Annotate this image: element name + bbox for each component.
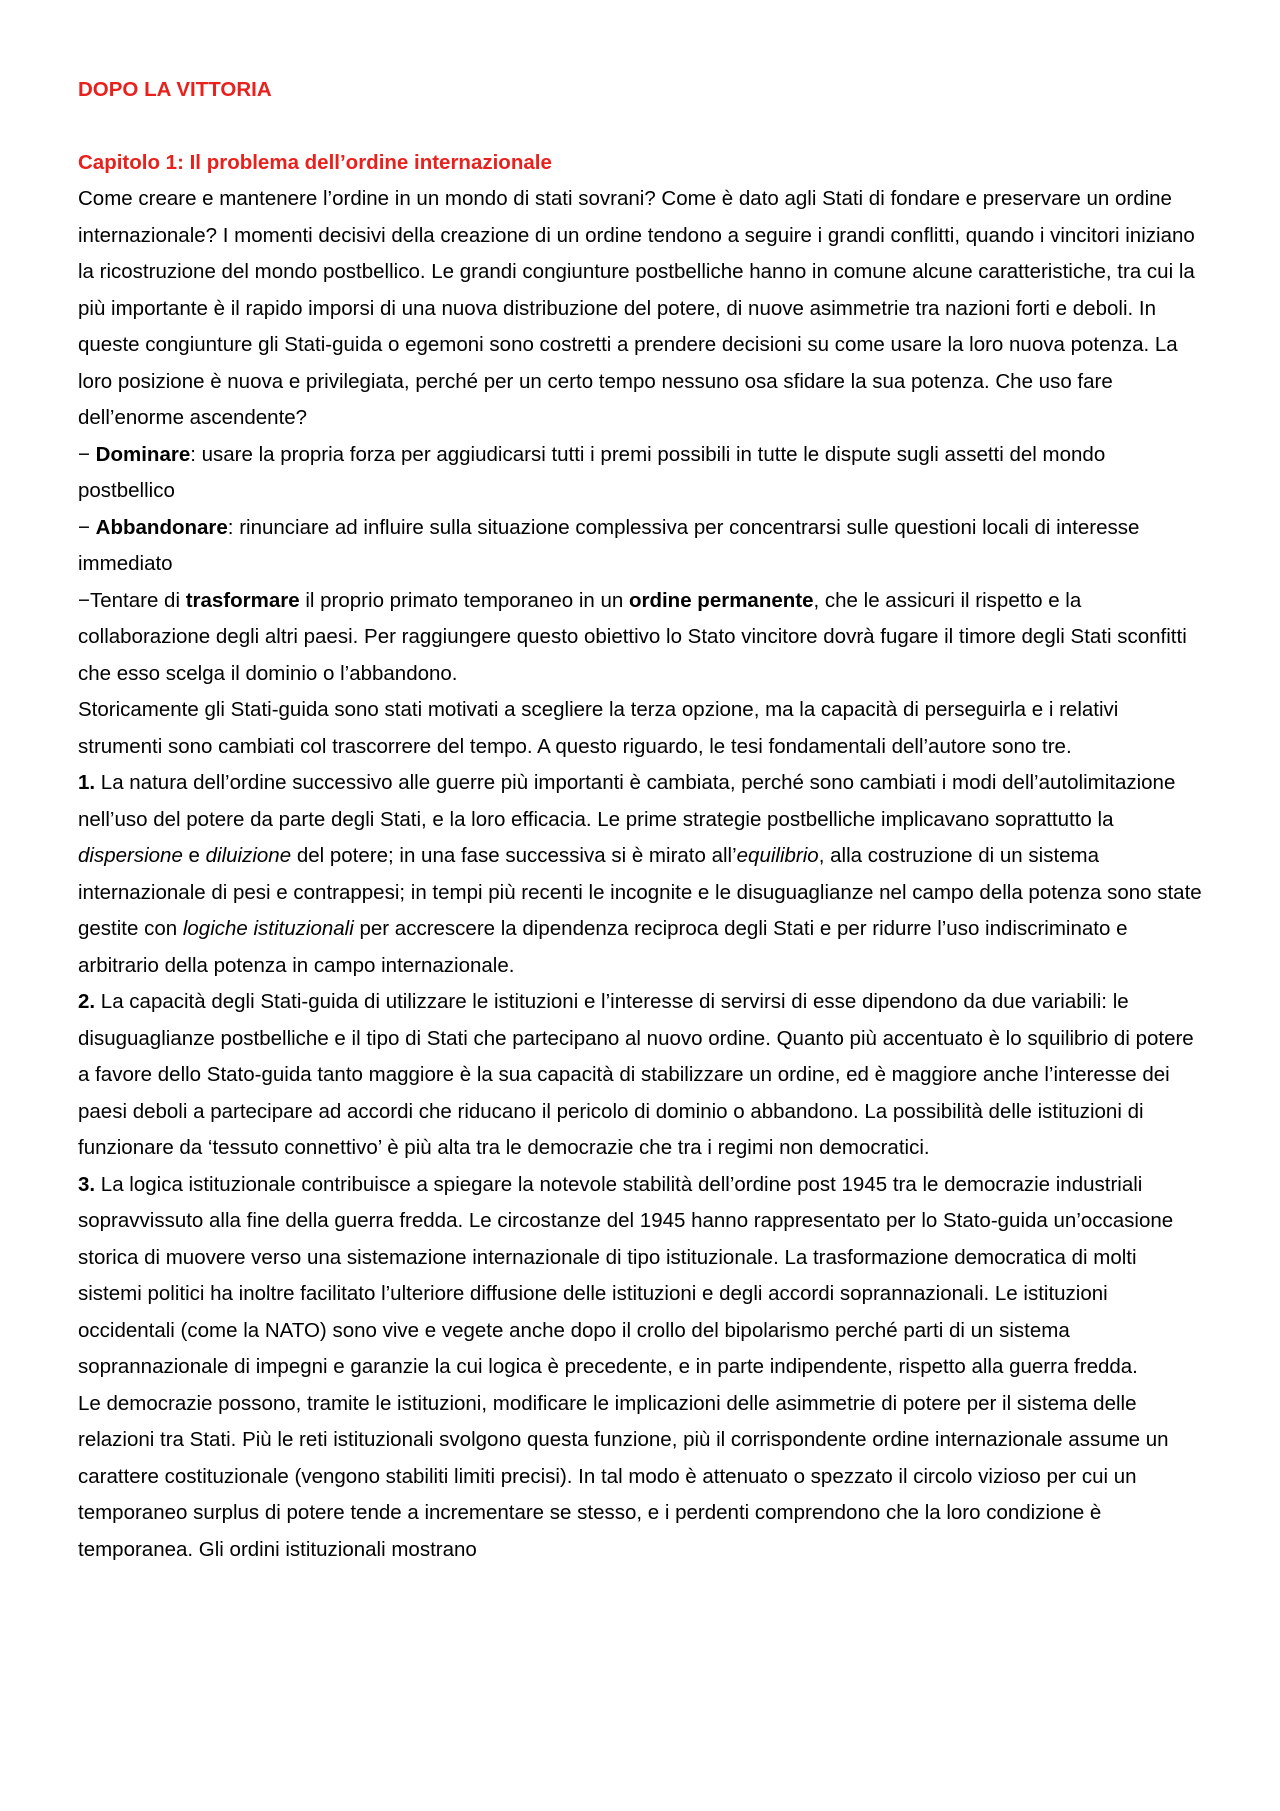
- thesis-number: 1.: [78, 771, 96, 794]
- option-keyword: Abbandonare: [95, 515, 228, 539]
- option-keyword: trasformare: [185, 588, 300, 612]
- option-dominate: [78, 437, 1202, 510]
- thesis-text: per accrescere la dipendenza reciproca degli Stati e per ridurre l’uso indiscriminato e arbitrario della potenza in campo internazionale.: [78, 917, 1128, 977]
- thesis-text: del potere; in una fase successiva si è mirato all’: [291, 844, 737, 867]
- emphasis: logiche istituzionali: [182, 917, 354, 940]
- document-title: DOPO LA VITTORIA: [78, 78, 272, 101]
- option-text: −Tentare di: [78, 588, 186, 612]
- option-text: : usare la propria forza per aggiudicarsi tutti i premi possibili in tutte le dispute sugli assetti del mondo postbellico: [78, 442, 1106, 502]
- option-transform: [78, 583, 1202, 693]
- intro-paragraph: Come creare e mantenere l’ordine in un mondo di stati sovrani? Come è dato agli Stati di fondare e preservare un ordine internazionale? I momenti decisivi della creazione di un ordine tendono a seguire i grandi conflitti, quando i vincitori iniziano la ricostruzione del mondo postbellico. Le grandi congiunture postbelliche hanno in comune alcune caratteristiche, tra cui la più importante è il rapido imporsi di una nuova distribuzione del potere, di nuove asimmetrie tra nazioni forti e deboli. In queste congiunture gli Stati-guida o egemoni sono costretti a prendere decisioni su come usare la loro nuova potenza. La loro posizione è nuova e privilegiata, perché per un certo tempo nessuno osa sfidare la sua potenza. Che uso fare dell’enorme ascendente?: [78, 187, 1195, 429]
- thesis-text: La natura dell’ordine successivo alle guerre più importanti è cambiata, perché sono cambiati i modi dell’autolimitazione nell’uso del potere da parte degli Stati, e la loro efficacia. Le prime strategie postbelliche implicavano soprattutto la: [78, 771, 1176, 831]
- thesis-text: , alla costruzione di un sistema internazionale di pesi e contrappesi; in tempi più recenti le incognite e le disuguaglianze nel campo della potenza sono state gestite con: [78, 844, 1202, 940]
- option-keyword: Dominare: [95, 442, 191, 466]
- emphasis: diluizione: [205, 844, 292, 867]
- thesis-number: 3.: [78, 1172, 96, 1196]
- thesis-number: 2.: [78, 990, 96, 1013]
- thesis-3: [78, 1167, 1202, 1386]
- closing-paragraph: Le democrazie possono, tramite le istituzioni, modificare le implicazioni delle asimmetrie di potere per il sistema delle relazioni tra Stati. Più le reti istituzionali svolgono questa funzione, più il corrispondente ordine internazionale assume un carattere costituzionale (vengono stabiliti limiti precisi). In tal modo è attenuato o spezzato il circolo vizioso per cui un temporaneo surplus di potere tende a incrementare se stesso, e i perdenti comprendono che la loro condizione è temporanea. Gli ordini istituzionali mostrano: [78, 1391, 1169, 1561]
- option-dash: −: [78, 442, 96, 466]
- thesis-text: La logica istituzionale contribuisce a spiegare la notevole stabilità dell’ordine post 1945 tra le democrazie industriali sopravvissuto alla fine della guerra fredda. Le circostanze del 1945 hanno rappresentato per lo Stato-guida un’occasione storica di muovere verso una sistemazione internazionale di tipo istituzionale. La trasformazione democratica di molti sistemi politici ha inoltre facilitato l’ulteriore diffusione delle istituzioni e degli accordi soprannazionali. Le istituzioni occidentali (come la NATO) sono vive e vegete anche dopo il crollo del bipolarismo perché parti di un sistema soprannazionale di impegni e garanzie la cui logica è precedente, e in parte indipendente, rispetto alla guerra fredda.: [78, 1172, 1174, 1378]
- thesis-2: [78, 984, 1202, 1167]
- option-text: , che le assicuri il rispetto e la collaborazione degli altri paesi. Per raggiungere questo obiettivo lo Stato vincitore dovrà fugare il timore degli Stati sconfitti che esso scelga il dominio o l’abbandono.: [78, 588, 1187, 685]
- historical-paragraph: Storicamente gli Stati-guida sono stati motivati a scegliere la terza opzione, ma la capacità di perseguirla e i relativi strumenti sono cambiati col trascorrere del tempo. A questo riguardo, le tesi fondamentali dell’autore sono tre.: [78, 698, 1119, 758]
- emphasis: dispersione: [78, 844, 183, 867]
- emphasis: equilibrio: [736, 844, 819, 867]
- option-text: il proprio primato temporaneo in un: [299, 588, 629, 612]
- option-keyword: ordine permanente: [628, 588, 814, 612]
- thesis-text: e: [182, 844, 206, 867]
- option-text: : rinunciare ad influire sulla situazione complessiva per concentrarsi sulle questioni locali di interesse immediato: [78, 515, 1140, 575]
- option-abandon: [78, 510, 1202, 583]
- chapter-title: Capitolo 1: Il problema dell’ordine internazionale: [78, 150, 552, 174]
- thesis-1: [78, 765, 1202, 984]
- thesis-text: La capacità degli Stati-guida di utilizzare le istituzioni e l’interesse di servirsi di esse dipendono da due variabili: le disuguaglianze postbelliche e il tipo di Stati che partecipano al nuovo ordine. Quanto più accentuato è lo squilibrio di potere a favore dello Stato-guida tanto maggiore è la sua capacità di stabilizzare un ordine, ed è maggiore anche l’interesse dei paesi deboli a partecipare ad accordi che riducano il pericolo di dominio o abbandono. La possibilità delle istituzioni di funzionare da ‘tessuto connettivo’ è più alta tra le democrazie che tra i regimi non democratici.: [78, 990, 1194, 1159]
- option-dash: −: [78, 515, 96, 539]
